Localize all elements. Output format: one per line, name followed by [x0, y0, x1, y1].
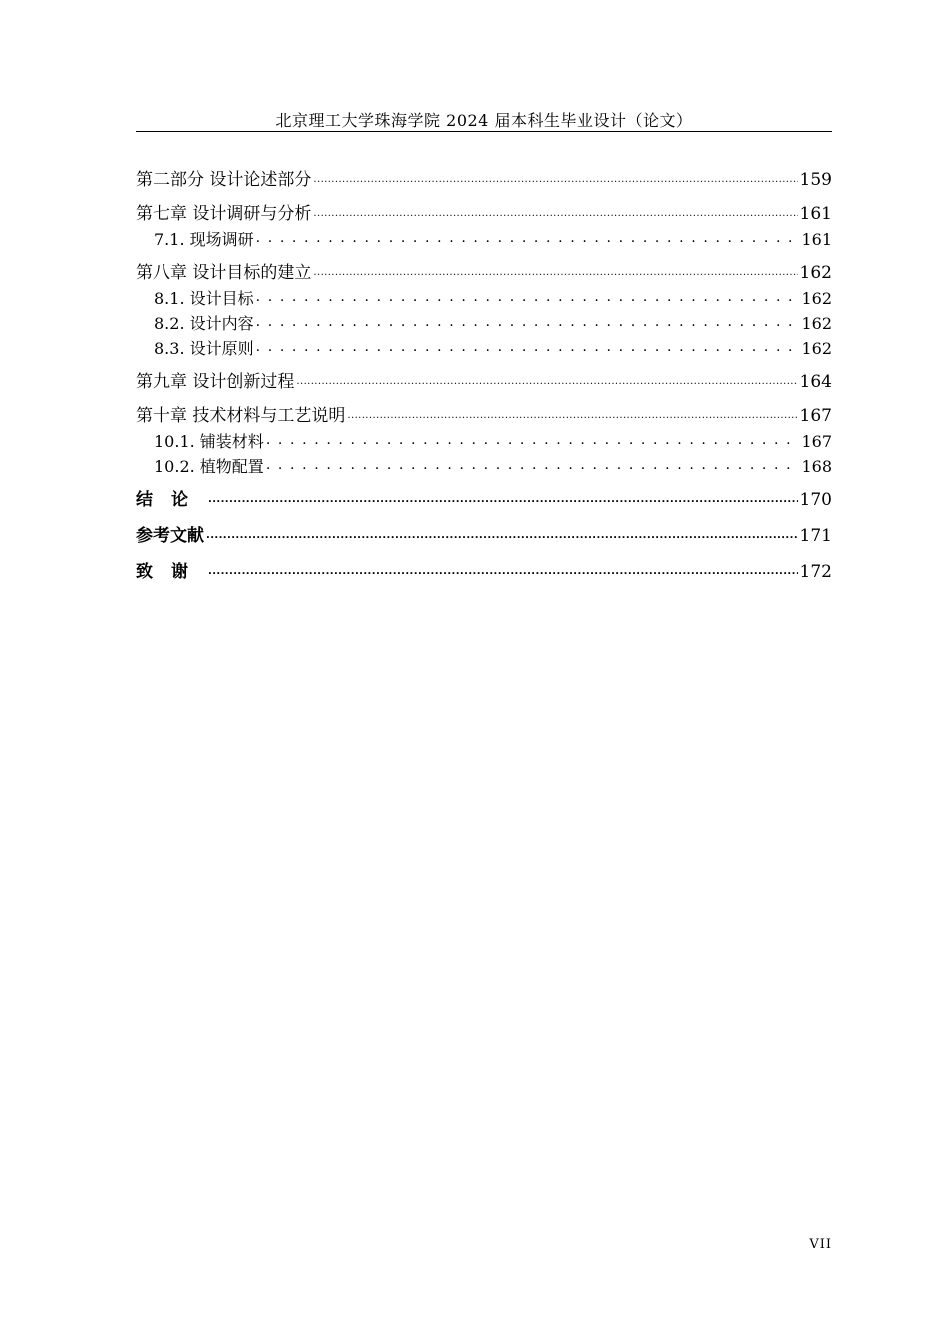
toc-entry-title: 第八章 设计目标的建立: [136, 263, 312, 283]
toc-entry-part-two[interactable]: [136, 168, 832, 193]
toc-entry-title: 参考文献: [136, 526, 204, 546]
dot-leader: [266, 431, 800, 447]
toc-entry-section-7-1[interactable]: [136, 227, 832, 252]
toc-entry-page: 170: [799, 490, 832, 510]
toc-entry-title: 8.2. 设计内容: [154, 314, 254, 333]
toc-entry-page: 162: [801, 289, 832, 308]
dot-leader: [313, 168, 797, 185]
toc-entry-page: 159: [799, 170, 832, 190]
toc-entry-section-10-1[interactable]: [136, 429, 832, 454]
toc-entry-conclusion[interactable]: [136, 488, 832, 513]
toc-entry-page: 161: [801, 230, 832, 249]
dot-leader: [266, 456, 800, 472]
header-rule: [136, 131, 832, 132]
toc-entry-section-8-3[interactable]: [136, 336, 832, 361]
toc-entry-title: 10.2. 植物配置: [154, 457, 264, 476]
toc-entry-title: 8.3. 设计原则: [154, 339, 254, 358]
table-of-contents: [136, 168, 832, 585]
toc-entry-title: 7.1. 现场调研: [154, 230, 254, 249]
dot-leader: [313, 261, 797, 278]
toc-entry-chapter-9[interactable]: [136, 370, 832, 395]
toc-entry-title: 第十章 技术材料与工艺说明: [136, 406, 346, 426]
toc-entry-title: 第七章 设计调研与分析: [136, 204, 312, 224]
toc-entry-references[interactable]: [136, 524, 832, 549]
toc-entry-title: 第九章 设计创新过程: [136, 372, 295, 392]
toc-entry-section-10-2[interactable]: [136, 454, 832, 479]
page-number: VII: [809, 1237, 832, 1252]
toc-entry-page: 162: [799, 263, 832, 283]
toc-entry-page: 162: [801, 339, 832, 358]
toc-entry-chapter-7[interactable]: [136, 202, 832, 227]
dot-leader: [256, 288, 800, 304]
toc-entry-page: 161: [799, 204, 832, 224]
dot-leader: [296, 370, 797, 387]
dot-leader: [208, 560, 798, 577]
toc-entry-acknowledgements[interactable]: [136, 560, 832, 585]
toc-entry-page: 164: [799, 372, 832, 392]
toc-entry-section-8-2[interactable]: [136, 311, 832, 336]
toc-entry-page: 168: [801, 457, 832, 476]
running-header: 北京理工大学珠海学院 2024 届本科生毕业设计（论文）: [275, 111, 693, 130]
dot-leader: [208, 488, 798, 505]
toc-entry-title: 第二部分 设计论述部分: [136, 170, 312, 190]
dot-leader: [256, 338, 800, 354]
dot-leader: [313, 202, 797, 219]
dot-leader: [347, 404, 797, 421]
dot-leader: [256, 229, 800, 245]
toc-entry-page: 162: [801, 314, 832, 333]
toc-entry-page: 167: [799, 406, 832, 426]
dot-leader: [256, 313, 800, 329]
toc-entry-section-8-1[interactable]: [136, 286, 832, 311]
toc-entry-title: 致谢: [136, 562, 206, 582]
toc-entry-chapter-8[interactable]: [136, 261, 832, 286]
toc-entry-title: 10.1. 铺装材料: [154, 432, 264, 451]
toc-entry-chapter-10[interactable]: [136, 404, 832, 429]
toc-entry-page: 167: [801, 432, 832, 451]
toc-entry-title: 8.1. 设计目标: [154, 289, 254, 308]
toc-entry-title: 结论: [136, 490, 206, 510]
toc-entry-page: 171: [799, 526, 832, 546]
toc-entry-page: 172: [799, 562, 832, 582]
dot-leader: [206, 524, 798, 541]
